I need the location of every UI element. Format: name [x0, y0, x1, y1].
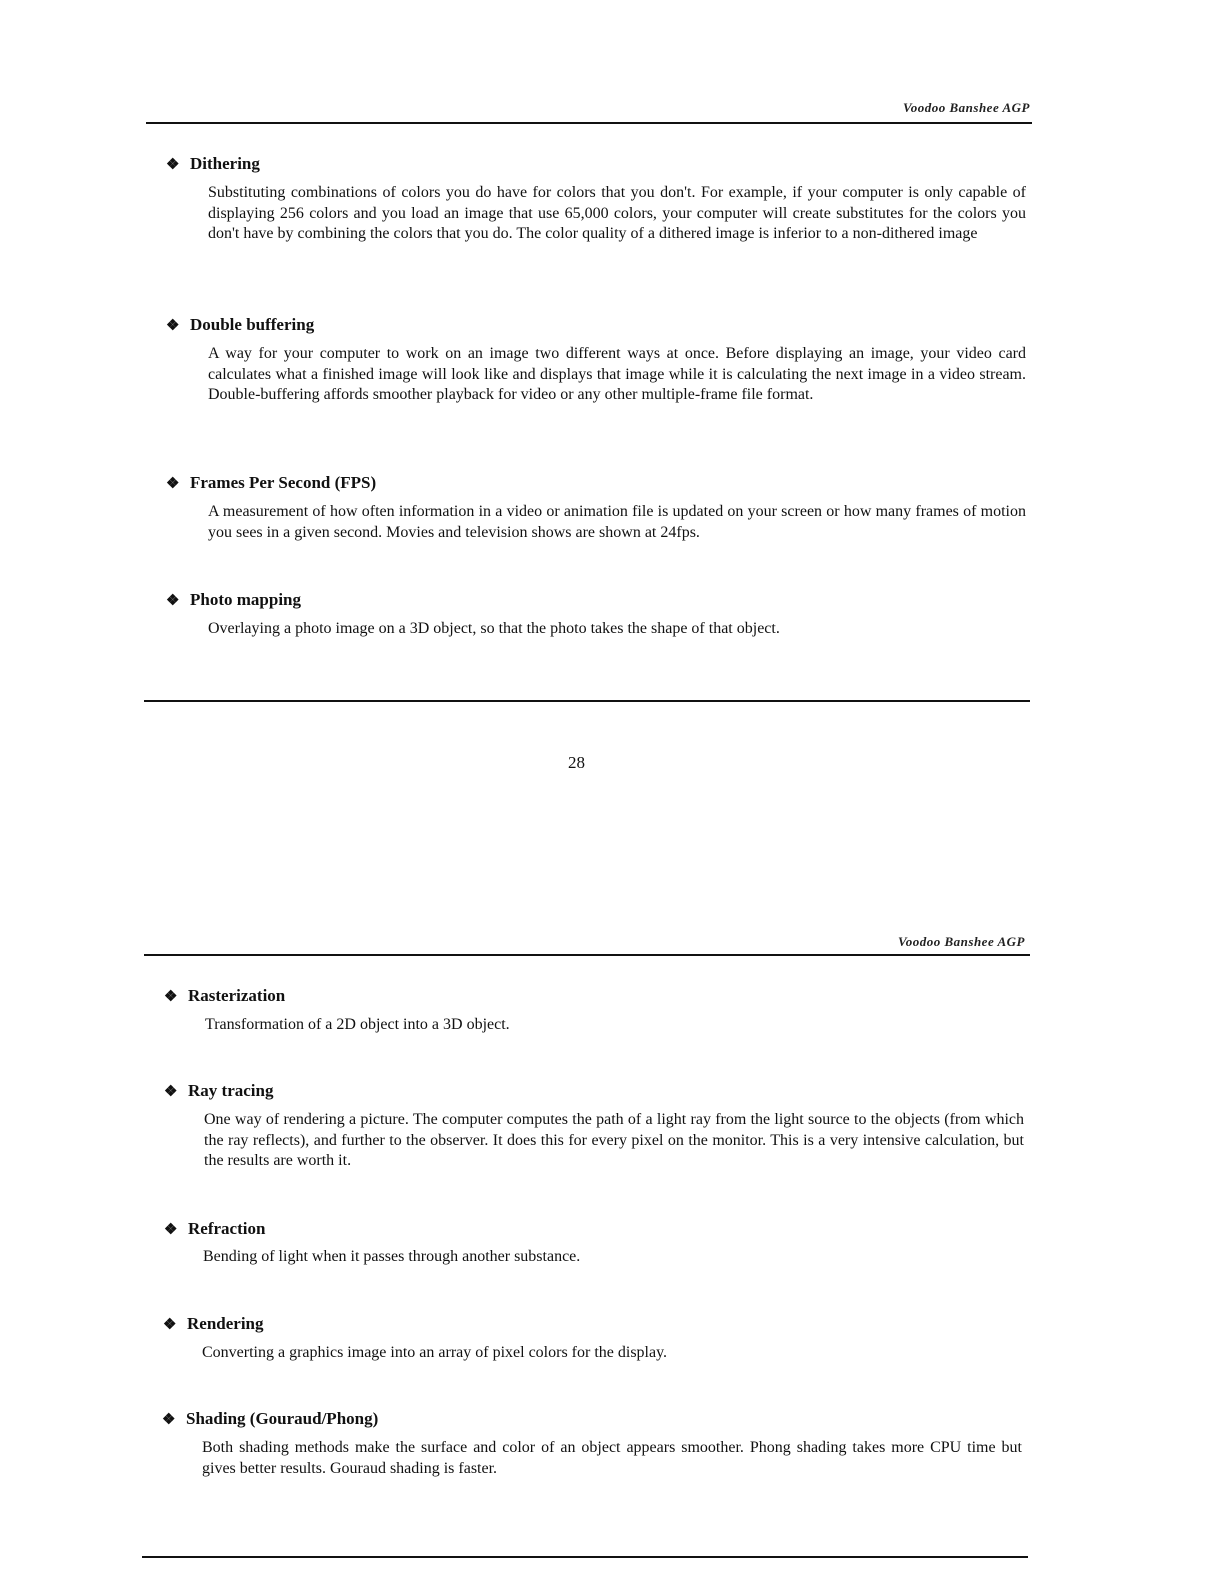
term-label: Frames Per Second (FPS): [190, 473, 377, 492]
glossary-definition: Transformation of a 2D object into a 3D object.: [205, 1016, 510, 1033]
glossary-term-ray-tracing: [164, 1081, 273, 1102]
term-label: Shading (Gouraud/Phong): [186, 1409, 379, 1428]
glossary-term-refraction: [164, 1219, 265, 1240]
glossary-definition: Substituting combinations of colors you do have for colors that you don't. For example, if your computer is only capable of displaying 256 colors and you load an image that use 65,000 colors, your computer will create substitutes for the colors you don't have by combining the colors that you do. The color quality of a dithered image is inferior to a non-dithered image: [208, 184, 1026, 242]
running-header: Voodoo Banshee AGP: [903, 100, 1030, 115]
diamond-bullet-icon: ❖: [164, 1222, 178, 1238]
glossary-term-rasterization: [164, 986, 285, 1007]
diamond-bullet-icon: ❖: [166, 593, 180, 609]
diamond-bullet-icon: ❖: [162, 1412, 176, 1428]
header-rule: [146, 122, 1032, 124]
header-rule: [144, 954, 1030, 956]
diamond-bullet-icon: ❖: [166, 476, 180, 492]
glossary-definition: A way for your computer to work on an image two different ways at once. Before displaying an image, your video card calculates what a finished image will look like and displays that image while it is calculating the next image in a video stream. Double-buffering affords smoother playback for video or any other multiple-frame file format.: [208, 345, 1026, 403]
glossary-term-fps: [166, 473, 376, 494]
term-label: Dithering: [190, 154, 260, 173]
diamond-bullet-icon: ❖: [166, 157, 180, 173]
glossary-definition: Converting a graphics image into an array of pixel colors for the display.: [202, 1344, 668, 1361]
term-label: Refraction: [188, 1219, 266, 1238]
term-label: Rendering: [187, 1314, 264, 1333]
diamond-bullet-icon: ❖: [163, 1317, 177, 1333]
glossary-term-rendering: [163, 1314, 264, 1335]
running-header: Voodoo Banshee AGP: [898, 934, 1025, 949]
glossary-term-shading: [162, 1409, 378, 1430]
diamond-bullet-icon: ❖: [166, 318, 180, 334]
term-label: Ray tracing: [188, 1081, 274, 1100]
glossary-definition: Bending of light when it passes through another substance.: [203, 1248, 581, 1265]
term-label: Photo mapping: [190, 590, 301, 609]
footer-rule: [144, 700, 1030, 702]
glossary-term-double-buffering: [166, 315, 314, 336]
diamond-bullet-icon: ❖: [164, 1084, 178, 1100]
term-label: Rasterization: [188, 986, 286, 1005]
glossary-term-dithering: [166, 154, 260, 175]
page-number: 28: [568, 753, 585, 772]
glossary-definition: Both shading methods make the surface and color of an object appears smoother. Phong shading takes more CPU time but gives better results. Gouraud shading is faster.: [202, 1439, 1022, 1477]
footer-rule: [142, 1556, 1028, 1558]
term-label: Double buffering: [190, 315, 315, 334]
diamond-bullet-icon: ❖: [164, 989, 178, 1005]
glossary-definition: Overlaying a photo image on a 3D object, so that the photo takes the shape of that object.: [208, 620, 780, 637]
glossary-definition: A measurement of how often information in a video or animation file is updated on your screen or how many frames of motion you sees in a given second. Movies and television shows are shown at 24fps.: [208, 503, 1026, 541]
glossary-definition: One way of rendering a picture. The computer computes the path of a light ray from the light source to the objects (from which the ray reflects), and further to the observer. It does this for every pixel on the monitor. This is a very intensive calculation, but the results are worth it.: [204, 1111, 1024, 1169]
glossary-term-photo-mapping: [166, 590, 301, 611]
